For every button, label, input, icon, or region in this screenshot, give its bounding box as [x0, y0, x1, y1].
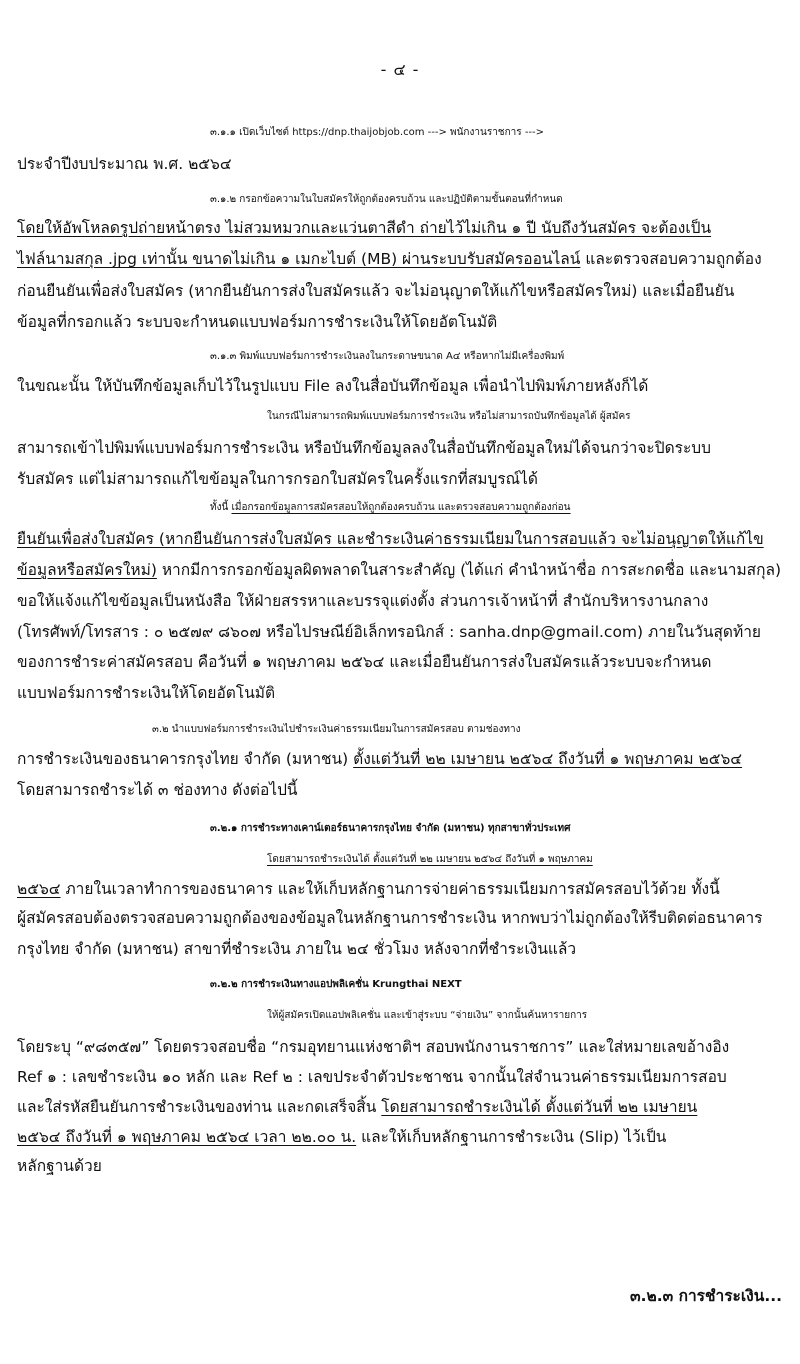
- para-3-2-1-line-4: ผู้สมัครสอบต้องตรวจสอบความถูกต้องของข้อมูลในหลักฐานการชำระเงิน หากพบว่าไม่ถูกต้องให้รีบติดต่อธนาคาร: [17, 909, 763, 927]
- underlined-text: ตั้งแต่วันที่ ๒๒ เมษายน ๒๕๖๔ ถึงวันที่ ๑ พฤษภาคม ๒๕๖๔: [353, 750, 743, 768]
- para-3-1-2-line-3: [17, 248, 787, 270]
- para-3-2-1-line-3: [17, 878, 787, 900]
- underlined-text: ข้อมูลหรือสมัครใหม่): [17, 561, 157, 579]
- para-3-2-2-line-2: ให้ผู้สมัครเปิดแอปพลิเคชั่น และเข้าสู่ระบบ “จ่ายเงิน” จากนั้นค้นหารายการ: [267, 1010, 588, 1021]
- text: และให้เก็บหลักฐานการชำระเงิน (Slip) ไว้เป็น: [356, 1128, 667, 1146]
- para-3-1-1-line-1: ๓.๑.๑ เปิดเว็บไซต์ https://dnp.thaijobjob.com ---> พนักงานราชการ --->: [210, 127, 545, 138]
- para-3-1-3-line-10: (โทรศัพท์/โทรสาร : ๐ ๒๕๗๙ ๘๖๐๗ หรือไปรษณีย์อิเล็กทรอนิกส์ : sanha.dnp@gmail.com) ภายในวันสุดท้าย: [17, 623, 761, 641]
- para-3-1-2-line-4: ก่อนยืนยันเพื่อส่งใบสมัคร (หากยืนยันการส่งใบสมัครแล้ว จะไม่อนุญาตให้แก้ไขหรือสมัครใหม่) และเมื่อยืนยัน: [17, 282, 735, 300]
- heading-3-2-2: ๓.๒.๒ การชำระเงินทางแอปพลิเคชั่น Krungthai NEXT: [210, 979, 462, 990]
- underlined-text: เมื่อกรอกข้อมูลการสมัครสอบให้ถูกต้องครบถ้วน และตรวจสอบความถูกต้องก่อน: [231, 502, 571, 513]
- para-3-1-3-line-12: แบบฟอร์มการชำระเงินให้โดยอัตโนมัติ: [17, 684, 276, 702]
- para-3-2-2-line-3: โดยระบุ “๙๘๓๕๗” โดยตรวจสอบชื่อ “กรมอุทยานแห่งชาติฯ สอบพนักงานราชการ” และใส่หมายเลขอ้างอิง: [17, 1038, 730, 1056]
- para-3-1-1-line-2: ประจำปีงบประมาณ พ.ศ. ๒๕๖๔: [17, 155, 232, 173]
- para-3-2-2-line-6: [17, 1126, 787, 1148]
- text: การชำระเงินของธนาคารกรุงไทย จำกัด (มหาชน): [17, 750, 354, 768]
- underlined-text: ๒๕๖๔: [17, 880, 61, 898]
- heading-3-2-1: ๓.๒.๑ การชำระทางเคาน์เตอร์ธนาคารกรุงไทย จำกัด (มหาชน) ทุกสาขาทั่วประเทศ: [210, 823, 571, 834]
- para-3-1-3-line-3: ในกรณีไม่สามารถพิมพ์แบบฟอร์มการชำระเงิน หรือไม่สามารถบันทึกข้อมูลได้ ผู้สมัคร: [267, 411, 631, 422]
- continuation-footer: ๓.๒.๓ การชำระเงิน...: [630, 1287, 782, 1305]
- para-3-2-line-3: โดยสามารถชำระได้ ๓ ช่องทาง ดังต่อไปนี้: [17, 781, 298, 799]
- para-3-1-3-line-11: ของการชำระค่าสมัครสอบ คือวันที่ ๑ พฤษภาคม ๒๕๖๔ และเมื่อยืนยันการส่งใบสมัครแล้วระบบจะกำหนด: [17, 653, 712, 671]
- underlined-text: โดยสามารถชำระเงินได้ ตั้งแต่วันที่ ๒๒ เมษายน: [381, 1098, 698, 1116]
- para-3-1-3-line-7: ยืนยันเพื่อส่งใบสมัคร (หากยืนยันการส่งใบสมัคร และชำระเงินค่าธรรมเนียมในการสอบแล้ว จะไม่อนุญาตให้แก้ไข: [17, 530, 764, 548]
- text: ภายในเวลาทำการของธนาคาร และให้เก็บหลักฐานการจ่ายค่าธรรมเนียมการสมัครสอบไว้ด้วย ทั้งนี้: [60, 880, 720, 898]
- underlined-text: ๒๕๖๔ ถึงวันที่ ๑ พฤษภาคม ๒๕๖๔ เวลา ๒๒.๐๐ น.: [17, 1128, 357, 1146]
- para-3-1-2-line-1: ๓.๑.๒ กรอกข้อความในใบสมัครให้ถูกต้องครบถ้วน และปฏิบัติตามขั้นตอนที่กำหนด: [210, 194, 563, 205]
- para-3-2-line-1: ๓.๒ นำแบบฟอร์มการชำระเงินไปชำระเงินค่าธรรมเนียมในการสมัครสอบ ตามช่องทาง: [152, 724, 521, 735]
- para-3-2-2-line-4: Ref ๑ : เลขชำระเงิน ๑๐ หลัก และ Ref ๒ : เลขประจำตัวประชาชน จากนั้นใส่จำนวนค่าธรรมเนียมการสอบ: [17, 1068, 727, 1086]
- para-3-1-3-line-5: รับสมัคร แต่ไม่สามารถแก้ไขข้อมูลในการกรอกใบสมัครในครั้งแรกที่สมบูรณ์ได้: [17, 470, 538, 488]
- text: และตรวจสอบความถูกต้อง: [580, 250, 762, 268]
- text: ทั้งนี้: [210, 502, 232, 513]
- para-3-1-3-line-4: สามารถเข้าไปพิมพ์แบบฟอร์มการชำระเงิน หรือบันทึกข้อมูลลงในสื่อบันทึกข้อมูลใหม่ได้จนกว่าจะปิดระบบ: [17, 439, 711, 457]
- para-3-1-2-line-5: ข้อมูลที่กรอกแล้ว ระบบจะกำหนดแบบฟอร์มการชำระเงินให้โดยอัตโนมัติ: [17, 313, 498, 331]
- para-3-1-2-line-2: โดยให้อัพโหลดรูปถ่ายหน้าตรง ไม่สวมหมวกและแว่นตาสีดำ ถ่ายไว้ไม่เกิน ๑ ปี นับถึงวันสมัคร จะต้องเป็น: [17, 219, 712, 237]
- para-3-2-2-line-5: [17, 1096, 787, 1118]
- text: หากมีการกรอกข้อมูลผิดพลาดในสาระสำคัญ (ได้แก่ คำนำหน้าชื่อ การสะกดชื่อ และนามสกุล): [156, 561, 782, 579]
- para-3-1-3-line-6: [17, 497, 800, 519]
- underlined-text: ไฟล์นามสกุล .jpg เท่านั้น ขนาดไม่เกิน ๑ เมกะไบต์ (MB) ผ่านระบบรับสมัครออนไลน์: [17, 250, 581, 268]
- text: และใส่รหัสยืนยันการชำระเงินของท่าน และกดเสร็จสิ้น: [17, 1098, 382, 1116]
- para-3-2-1-line-2: โดยสามารถชำระเงินได้ ตั้งแต่วันที่ ๒๒ เมษายน ๒๕๖๔ ถึงวันที่ ๑ พฤษภาคม: [267, 854, 593, 865]
- para-3-1-3-line-8: [17, 559, 787, 581]
- para-3-1-3-line-1: ๓.๑.๓ พิมพ์แบบฟอร์มการชำระเงินลงในกระดาษขนาด A๔ หรือหากไม่มีเครื่องพิมพ์: [210, 351, 565, 362]
- para-3-1-3-line-9: ขอให้แจ้งแก้ไขข้อมูลเป็นหนังสือ ให้ฝ่ายสรรหาและบรรจุแต่งตั้ง ส่วนการเจ้าหน้าที่ สำนักบริหารงานกลาง: [17, 592, 709, 610]
- para-3-2-line-2: [17, 748, 787, 770]
- para-3-2-2-line-7: หลักฐานด้วย: [17, 1157, 102, 1175]
- para-3-1-3-line-2: ในขณะนั้น ให้บันทึกข้อมูลเก็บไว้ในรูปแบบ File ลงในสื่อบันทึกข้อมูล เพื่อนำไปพิมพ์ภายหลังก็ได้: [17, 377, 649, 395]
- page-number: - ๔ -: [380, 60, 420, 79]
- para-3-2-1-line-5: กรุงไทย จำกัด (มหาชน) สาขาที่ชำระเงิน ภายใน ๒๔ ชั่วโมง หลังจากที่ชำระเงินแล้ว: [17, 940, 577, 958]
